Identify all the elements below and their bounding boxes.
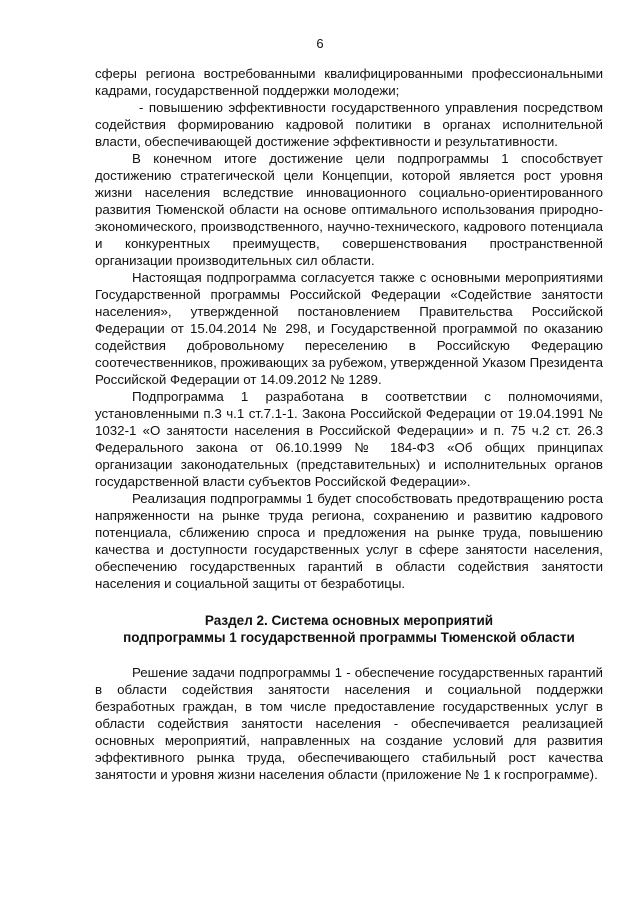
paragraph: Подпрограмма 1 разработана в соответствии с полномочиями, установленными п.3 ч.1 ст.7.1-1. Закона Российской Федерации от 19.04.1991 № 1032-1 «О занятости населения в Российской Федерации» и п. 75 ч.2 ст. 26.3 Федерального закона от 06.10.1999 № 184-ФЗ «Об общих принципах организации законодательных (представительных) и исполнительных органов государственной власти субъектов Российской Федерации». [95,389,603,489]
section-title-line-1: Раздел 2. Система основных мероприятий [204,613,494,628]
list-item-paragraph: - повышению эффективности государственного управления посредством содействия формированию кадровой политики в органах исполнительной власти, обеспечивающей достижение эффективности и результативности. [95,100,603,149]
paragraph: Настоящая подпрограмма согласуется также с основными мероприятиями Государственной программы Российской Федерации «Содействие занятости населения», утвержденной постановлением Правительства Российской Федерации от 15.04.2014 № 298, и Государственной программой по оказанию содействия добровольному переселению в Российскую Федерацию соотечественников, проживающих за рубежом, утвержденной Указом Президента Российской Федерации от 14.09.2012 № 1289. [95,270,603,387]
paragraph: Решение задачи подпрограммы 1 - обеспечение государственных гарантий в области содействия занятости населения и социальной поддержки безработных граждан, в том числе предоставление государственных услуг в области содействия занятости населения - обеспечивается реализацией основных мероприятий, направленных на создание условий для развития эффективного рынка труда, обеспечивающего стабильный рост качества занятости и уровня жизни населения области (приложение № 1 к госпрограмме). [95,665,603,782]
paragraph: Реализация подпрограммы 1 будет способствовать предотвращению роста напряженности на рынке труда региона, сохранению и развитию кадрового потенциала, сближению спроса и предложения на рынке труда, повышению качества и доступности государственных услуг в сфере занятости населения, обеспечению государственных гарантий в области содействия занятости населения и социальной защиты от безработицы. [95,491,603,591]
paragraph: сферы региона востребованными квалифицированными профессиональными кадрами, государственной поддержки молодежи; [95,66,603,98]
section-heading [95,612,603,646]
paragraph: В конечном итоге достижение цели подпрограммы 1 способствует достижению стратегической цели Концепции, которой является рост уровня жизни населения вследствие инновационного социально-ориентированного развития Тюменской области на основе оптимального использования природно-экономического, производственного, научно-технического, кадрового потенциала и конкурентных преимуществ, совершенствования пространственной организации производительных сил области. [95,151,603,268]
page-number: 6 [316,36,324,51]
section-title-line-2: подпрограммы 1 государственной программы Тюменской области [123,630,575,645]
document-body [95,65,603,783]
